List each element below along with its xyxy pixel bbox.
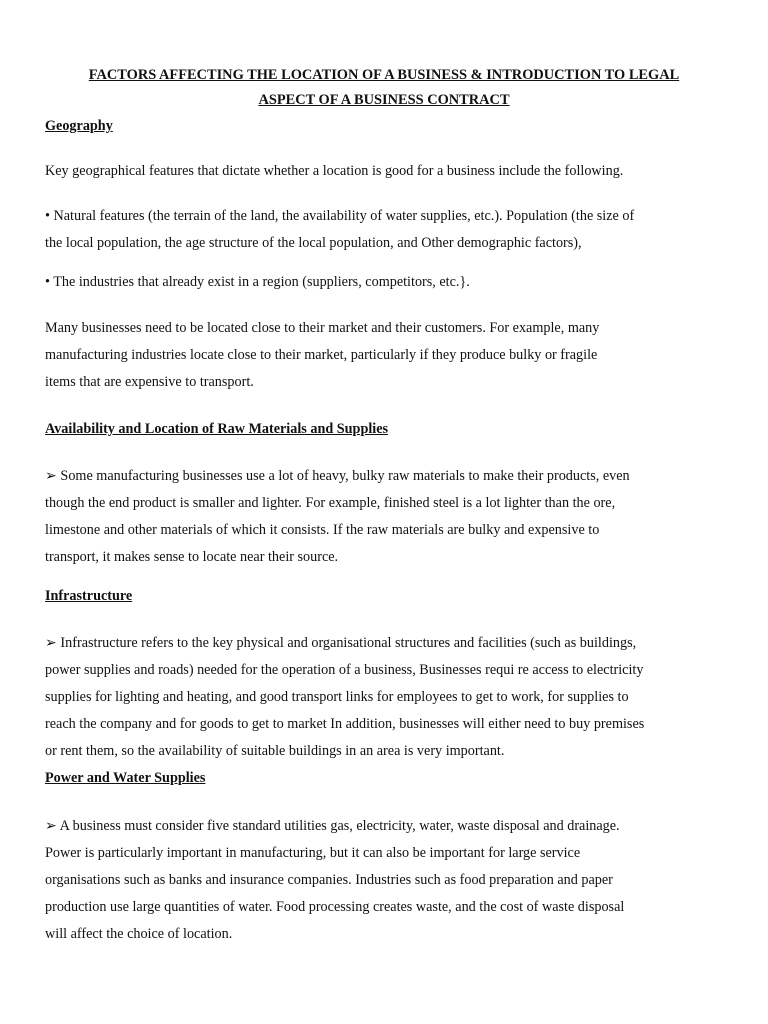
document-title-line-2: ASPECT OF A BUSINESS CONTRACT <box>258 92 510 108</box>
paragraph-line: though the end product is smaller and lighter. For example, finished steel is a lot lighter than the ore, <box>45 495 616 511</box>
paragraph-line: transport, it makes sense to locate near their source. <box>45 549 339 565</box>
paragraph-line: production use large quantities of water. Food processing creates waste, and the cost of waste disposal <box>45 899 625 915</box>
paragraph-line: the local population, the age structure of the local population, and Other demographic factors), <box>45 235 582 251</box>
section-heading-infrastructure: Infrastructure <box>45 588 133 604</box>
document-title-line-1: FACTORS AFFECTING THE LOCATION OF A BUSINESS & INTRODUCTION TO LEGAL <box>88 67 680 83</box>
paragraph-line: ➢ A business must consider five standard utilities gas, electricity, water, waste disposal and drainage. <box>45 818 620 834</box>
paragraph-line: will affect the choice of location. <box>45 926 233 942</box>
paragraph-line: or rent them, so the availability of suitable buildings in an area is very important. <box>45 743 505 759</box>
paragraph-line: limestone and other materials of which it consists. If the raw materials are bulky and expensive to <box>45 522 600 538</box>
paragraph-line: • Natural features (the terrain of the land, the availability of water supplies, etc.). Population (the size of <box>45 208 635 224</box>
paragraph-line: organisations such as banks and insurance companies. Industries such as food preparation and paper <box>45 872 613 888</box>
section-heading-geography: Geography <box>45 118 113 134</box>
paragraph-line: Key geographical features that dictate whether a location is good for a business include the following. <box>45 163 624 179</box>
section-heading-power-water: Power and Water Supplies <box>45 770 206 786</box>
paragraph-line: Power is particularly important in manufacturing, but it can also be important for large service <box>45 845 581 861</box>
section-heading-raw-materials: Availability and Location of Raw Materials and Supplies <box>45 421 389 437</box>
paragraph-line: items that are expensive to transport. <box>45 374 254 390</box>
paragraph-line: reach the company and for goods to get to market In addition, businesses will either need to buy premises <box>45 716 645 732</box>
paragraph-line: supplies for lighting and heating, and good transport links for employees to get to work, for supplies to <box>45 689 629 705</box>
paragraph-line: Many businesses need to be located close to their market and their customers. For example, many <box>45 320 600 336</box>
paragraph-line: ➢ Infrastructure refers to the key physical and organisational structures and facilities (such as buildings, <box>45 635 637 651</box>
paragraph-line: • The industries that already exist in a region (suppliers, competitors, etc.}. <box>45 274 470 290</box>
paragraph-line: power supplies and roads) needed for the operation of a business, Businesses requi re access to electricity <box>45 662 644 678</box>
paragraph-line: ➢ Some manufacturing businesses use a lot of heavy, bulky raw materials to make their products, even <box>45 468 630 484</box>
paragraph-line: manufacturing industries locate close to their market, particularly if they produce bulky or fragile <box>45 347 598 363</box>
